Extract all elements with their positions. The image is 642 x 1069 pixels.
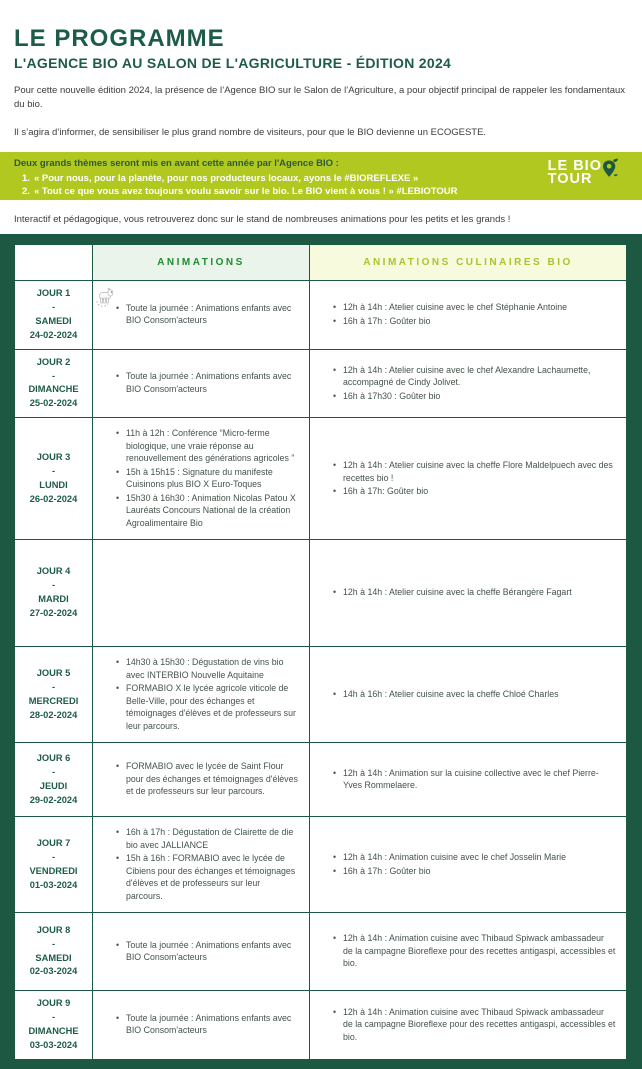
culinary-list bbox=[310, 997, 626, 1053]
culinary-cell bbox=[310, 817, 627, 913]
day-separator: - bbox=[51, 370, 56, 381]
culinary-list bbox=[310, 577, 626, 608]
le-bio-tour-logo-line2: TOUR bbox=[547, 171, 593, 188]
animations-cell bbox=[93, 913, 310, 991]
le-bio-tour-logo bbox=[547, 157, 602, 188]
date-label: 29-02-2024 bbox=[29, 794, 78, 805]
culinary-list bbox=[310, 679, 626, 710]
animations-list bbox=[93, 817, 309, 912]
culinary-item: • 12h à 14h : Atelier cuisine avec la cheffe Bérangère Fagart bbox=[333, 586, 616, 598]
program-panel bbox=[0, 234, 642, 1069]
theme-item-2-number: 2. bbox=[22, 185, 30, 197]
date-label: 24-02-2024 bbox=[29, 329, 78, 340]
weekday-label: MARDI bbox=[38, 594, 69, 605]
animations-list bbox=[93, 930, 309, 974]
animation-item: • Toute la journée : Animations enfants avec BIO Consom'acteurs bbox=[116, 939, 299, 964]
day-cell bbox=[15, 991, 93, 1060]
theme-item-1-number: 1. bbox=[22, 172, 30, 184]
interactive-note: Interactif et pédagogique, vous retrouverez donc sur le stand de nombreuses animations pour les petits et les grands ! bbox=[14, 213, 511, 225]
culinary-item: • 16h à 17h: Goûter bio bbox=[333, 485, 616, 497]
day-cell bbox=[15, 913, 93, 991]
themes-heading: Deux grands thèmes seront mis en avant cette année par l'Agence BIO : bbox=[14, 157, 339, 169]
culinary-list bbox=[310, 292, 626, 337]
table-row bbox=[15, 913, 627, 991]
culinary-item: • 12h à 14h : Animation sur la cuisine collective avec le chef Pierre-Yves Rommelaere. bbox=[333, 767, 616, 792]
day-label: JOUR 4 bbox=[36, 566, 71, 577]
culinary-column-header: ANIMATIONS CULINAIRES BIO bbox=[310, 244, 627, 280]
weekday-label: VENDREDI bbox=[29, 865, 78, 876]
animations-column-header: ANIMATIONS bbox=[93, 244, 310, 280]
day-cell bbox=[15, 817, 93, 913]
table-row bbox=[15, 540, 627, 647]
page-subtitle: L'AGENCE BIO AU SALON DE L'AGRICULTURE - ÉDITION 2024 bbox=[14, 55, 452, 72]
day-label: JOUR 6 bbox=[36, 752, 71, 763]
animations-cell bbox=[93, 817, 310, 913]
theme-item-2 bbox=[14, 185, 628, 198]
theme-item-1 bbox=[14, 171, 628, 188]
animations-cell bbox=[93, 647, 310, 743]
culinary-item: • 16h à 17h : Goûter bio bbox=[333, 315, 616, 327]
table-row bbox=[15, 418, 627, 540]
animation-item: • FORMABIO avec le lycée de Saint Flour pour des échanges et témoignages d'élèves et de professeurs sur leur parcours. bbox=[116, 760, 299, 797]
table-row bbox=[15, 647, 627, 743]
program-table bbox=[14, 244, 627, 1060]
animations-list bbox=[93, 647, 309, 742]
culinary-list bbox=[310, 758, 626, 802]
table-row bbox=[15, 743, 627, 817]
day-separator: - bbox=[51, 766, 56, 777]
date-label: 26-02-2024 bbox=[29, 493, 78, 504]
animations-list bbox=[93, 751, 309, 807]
animation-item: • Toute la journée : Animations enfants avec BIO Consom'acteurs bbox=[116, 302, 299, 327]
animation-item: • Toute la journée : Animations enfants avec BIO Consom'acteurs bbox=[116, 370, 299, 395]
day-label: JOUR 5 bbox=[36, 667, 71, 678]
table-row bbox=[15, 991, 627, 1060]
program-table-body bbox=[15, 280, 627, 1059]
day-cell bbox=[15, 743, 93, 817]
animation-item: • 16h à 17h : Dégustation de Clairette de die bio avec JALLIANCE bbox=[116, 826, 299, 851]
culinary-item: • 14h à 16h : Atelier cuisine avec la cheffe Chloé Charles bbox=[333, 688, 616, 700]
day-cell bbox=[15, 280, 93, 349]
culinary-item: • 12h à 14h : Animation cuisine avec Thibaud Spiwack ambassadeur de la campagne Bioreflexe pour des recettes antigaspi, accessibles et bio. bbox=[333, 1006, 616, 1043]
date-label: 03-03-2024 bbox=[29, 1039, 78, 1050]
animation-item: • 14h30 à 15h30 : Dégustation de vins bio avec INTERBIO Nouvelle Aquitaine bbox=[116, 656, 299, 681]
culinary-cell bbox=[310, 540, 627, 647]
culinary-cell bbox=[310, 647, 627, 743]
culinary-item: • 12h à 14h : Animation cuisine avec Thibaud Spiwack ambassadeur de la campagne Bioreflexe pour des recettes antigaspi, accessibles et bio. bbox=[333, 932, 616, 969]
culinary-list bbox=[310, 355, 626, 412]
culinary-list bbox=[310, 842, 626, 887]
animation-item: • 15h à 15h15 : Signature du manifeste Cuisinons plus BIO X Euro-Toques bbox=[116, 466, 299, 491]
animations-cell bbox=[93, 280, 310, 349]
themes-banner bbox=[0, 152, 642, 200]
culinary-item: • 12h à 14h : Atelier cuisine avec la cheffe Flore Maldelpuech avec des recettes bio ! bbox=[333, 459, 616, 484]
day-label: JOUR 1 bbox=[36, 287, 71, 298]
animations-cell bbox=[93, 418, 310, 540]
culinary-cell bbox=[310, 349, 627, 418]
table-row bbox=[15, 817, 627, 913]
day-cell bbox=[15, 418, 93, 540]
animations-list bbox=[93, 418, 309, 539]
theme-item-1-text: « Pour nous, pour la planète, pour nos producteurs locaux, ayons le #BIOREFLEXE » bbox=[33, 172, 419, 184]
weekday-label: SAMEDI bbox=[35, 315, 72, 326]
culinary-cell bbox=[310, 913, 627, 991]
culinary-cell bbox=[310, 743, 627, 817]
day-column-header bbox=[15, 244, 93, 280]
culinary-item: • 16h à 17h30 : Goûter bio bbox=[333, 390, 616, 402]
date-label: 01-03-2024 bbox=[29, 879, 78, 890]
animation-item: • FORMABIO X le lycée agricole viticole de Belle-Ville, pour des échanges et témoignages d'élèves et de professeurs sur leur parcours. bbox=[116, 682, 299, 732]
le-bio-tour-logo-line1: LE BIO bbox=[547, 157, 602, 174]
day-cell bbox=[15, 540, 93, 647]
page-title: LE PROGRAMME bbox=[14, 25, 225, 52]
day-label: JOUR 2 bbox=[36, 356, 71, 367]
day-separator: - bbox=[51, 851, 56, 862]
day-cell bbox=[15, 349, 93, 418]
weekday-label: DIMANCHE bbox=[28, 1025, 79, 1036]
weekday-label: JEUDI bbox=[39, 780, 68, 791]
day-label: JOUR 3 bbox=[36, 451, 71, 462]
culinary-list bbox=[310, 450, 626, 507]
animations-cell bbox=[93, 743, 310, 817]
animation-item: • 15h30 à 16h30 : Animation Nicolas Patou X Lauréats Concours National de la création Agroalimentaire Bio bbox=[116, 492, 299, 529]
weekday-label: MERCREDI bbox=[28, 695, 79, 706]
intro-paragraph-2: Il s’agira d’informer, de sensibiliser le plus grand nombre de visiteurs, pour que le BIO devienne un ECOGESTE. bbox=[14, 126, 487, 138]
day-separator: - bbox=[51, 681, 56, 692]
culinary-item: • 12h à 14h : Atelier cuisine avec le chef Stéphanie Antoine bbox=[333, 301, 616, 313]
animations-list bbox=[93, 584, 309, 602]
culinary-item: • 12h à 14h : Atelier cuisine avec le chef Alexandre Lachaumette, accompagné de Cindy Jolivet. bbox=[333, 364, 616, 389]
theme-item-2-text: « Tout ce que vous avez toujours voulu savoir sur le bio. Le BIO vient à vous ! » #LEBIOTOUR bbox=[33, 185, 458, 197]
map-pin-leaf-icon bbox=[601, 157, 619, 180]
culinary-cell bbox=[310, 280, 627, 349]
animations-list bbox=[93, 361, 309, 405]
date-label: 28-02-2024 bbox=[29, 709, 78, 720]
weekday-label: DIMANCHE bbox=[28, 384, 79, 395]
date-label: 02-03-2024 bbox=[29, 966, 78, 977]
table-row bbox=[15, 280, 627, 349]
page-header bbox=[0, 0, 642, 139]
table-header-row bbox=[15, 244, 627, 280]
day-separator: - bbox=[51, 938, 56, 949]
intro-paragraph-1: Pour cette nouvelle édition 2024, la présence de l’Agence BIO sur le Salon de l’Agriculture, a pour objectif principal de rappeler les fondamentaux du bio. bbox=[14, 85, 626, 110]
date-label: 25-02-2024 bbox=[29, 398, 78, 409]
themes-list bbox=[14, 172, 628, 198]
day-separator: - bbox=[51, 301, 56, 312]
animations-list bbox=[93, 293, 309, 337]
day-separator: - bbox=[51, 580, 56, 591]
culinary-list bbox=[310, 923, 626, 979]
animations-cell bbox=[93, 540, 310, 647]
day-label: JOUR 9 bbox=[36, 998, 71, 1009]
animation-item: • Toute la journée : Animations enfants avec BIO Consom'acteurs bbox=[116, 1012, 299, 1037]
culinary-item: • 16h à 17h : Goûter bio bbox=[333, 865, 616, 877]
day-label: JOUR 8 bbox=[36, 924, 71, 935]
date-label: 27-02-2024 bbox=[29, 608, 78, 619]
table-row bbox=[15, 349, 627, 418]
animation-item: • 11h à 12h : Conférence “Micro-ferme biologique, une vraie réponse au renouvellement des générations agricoles ” bbox=[116, 427, 299, 464]
day-separator: - bbox=[51, 1011, 56, 1022]
animations-cell bbox=[93, 991, 310, 1060]
weekday-label: SAMEDI bbox=[35, 952, 72, 963]
animation-item: • 15h à 16h : FORMABIO avec le lycée de Cibiens pour des échanges et témoignages d'élèves et de professeurs sur leur parcours. bbox=[116, 852, 299, 902]
culinary-cell bbox=[310, 991, 627, 1060]
day-label: JOUR 7 bbox=[36, 837, 71, 848]
culinary-cell bbox=[310, 418, 627, 540]
animations-list bbox=[93, 1003, 309, 1047]
culinary-item: • 12h à 14h : Animation cuisine avec le chef Josselin Marie bbox=[333, 851, 616, 863]
day-cell bbox=[15, 647, 93, 743]
weekday-label: LUNDI bbox=[39, 479, 68, 490]
day-separator: - bbox=[51, 465, 56, 476]
animations-cell bbox=[93, 349, 310, 418]
